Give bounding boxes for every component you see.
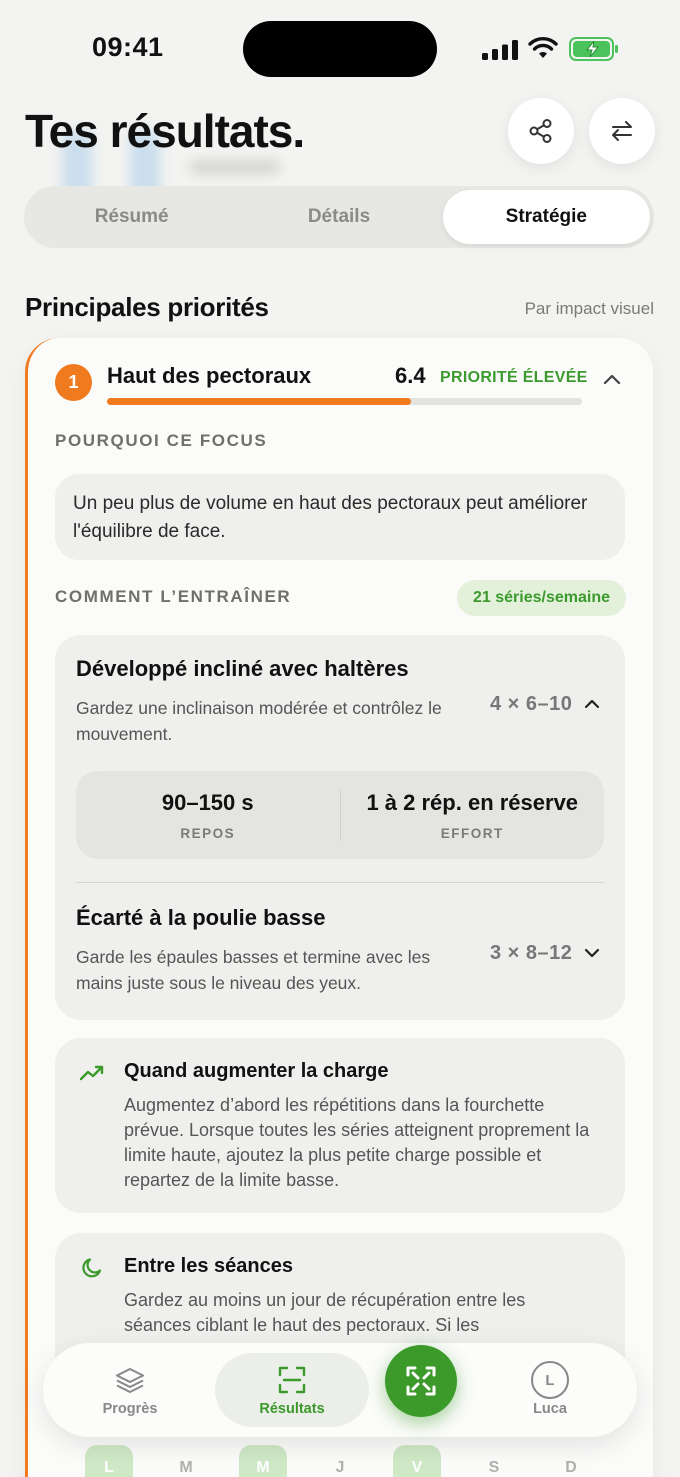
swap-arrows-icon [609, 118, 635, 144]
tip-title: Quand augmenter la charge [124, 1060, 389, 1082]
tab-strategy[interactable]: Stratégie [443, 190, 650, 244]
nav-label: Progrès [102, 1401, 158, 1417]
how-train-label: COMMENT L’ENTRAÎNER [55, 587, 292, 606]
chevron-up-icon[interactable] [584, 698, 600, 710]
compare-button[interactable] [589, 98, 655, 164]
exercise-scheme: 3 × 8–12 [490, 942, 573, 964]
nav-progress[interactable] [75, 1343, 185, 1437]
rest-stat [76, 771, 340, 859]
why-focus-text: Un peu plus de volume en haut des pectoraux peut améliorer l'équilibre de face. [55, 474, 625, 560]
wifi-icon [528, 36, 558, 60]
nav-profile[interactable] [495, 1343, 605, 1437]
priority-progress-fill [107, 398, 411, 405]
battery-charging-icon [569, 37, 619, 61]
page-title: Tes résultats. [25, 105, 305, 157]
rest-value: 90–150 s [161, 789, 254, 815]
exercise-scheme: 4 × 6–10 [490, 693, 573, 715]
rest-label: REPOS [180, 825, 236, 841]
priority-rank-badge: 1 [55, 364, 92, 401]
section-title: Principales priorités [25, 292, 269, 322]
scan-icon [276, 1364, 308, 1396]
nav-label: Luca [533, 1401, 567, 1417]
moon-icon [80, 1256, 104, 1280]
tip-text: Augmentez d’abord les répétitions dans la fourchette prévue. Lorsque toutes les séries atteignent proprement la limite haute, ajoutez la plus petite charge possible et repartez de la limite basse. [124, 1095, 590, 1190]
tab-details[interactable]: Détails [307, 206, 371, 227]
exercise-description: Gardez une inclinaison modérée et contrôlez le mouvement. [76, 698, 442, 744]
avatar-icon: L [531, 1361, 569, 1399]
day-tuesday[interactable]: M [179, 1459, 193, 1476]
layers-icon [114, 1364, 146, 1396]
chevron-down-icon[interactable] [584, 947, 600, 959]
collapse-chevron-up-icon[interactable] [602, 372, 622, 386]
blurred-background-content [190, 160, 280, 174]
trending-up-icon [79, 1064, 105, 1082]
weekly-sets-badge: 21 séries/semaine [457, 580, 626, 616]
tip-title: Entre les séances [124, 1255, 293, 1277]
new-scan-button[interactable] [385, 1345, 457, 1417]
exercise-divider [76, 882, 604, 883]
day-thursday[interactable]: J [335, 1459, 345, 1476]
day-wednesday[interactable]: M [239, 1445, 287, 1477]
why-focus-label: POURQUOI CE FOCUS [55, 431, 268, 450]
exercise-details [76, 771, 604, 859]
day-friday[interactable]: V [393, 1445, 441, 1477]
day-monday[interactable]: L [85, 1445, 133, 1477]
tab-resume[interactable]: Résumé [94, 206, 169, 227]
priority-name: Haut des pectoraux [107, 363, 312, 388]
exercise-description: Garde les épaules basses et termine avec les mains juste sous le niveau des yeux. [76, 947, 431, 993]
tip-text: Gardez au moins un jour de récupération entre les séances ciblant le haut des pectoraux. Si les [124, 1290, 526, 1335]
scan-expand-icon [404, 1364, 438, 1398]
priority-level: PRIORITÉ ÉLEVÉE [440, 369, 588, 386]
week-strip [85, 1445, 595, 1477]
effort-stat [341, 771, 605, 859]
effort-value: 1 à 2 rép. en réserve [366, 789, 579, 815]
nav-results[interactable] [237, 1343, 347, 1437]
priority-score: 6.4 [395, 363, 426, 388]
share-icon [528, 118, 554, 144]
nav-label: Résultats [259, 1401, 325, 1417]
effort-label: EFFORT [440, 825, 504, 841]
status-time: 09:41 [92, 32, 164, 62]
exercise-name[interactable]: Écarté à la poulie basse [76, 905, 326, 930]
cellular-signal-icon [482, 40, 518, 60]
sort-note: Par impact visuel [524, 299, 654, 318]
results-tabs [24, 186, 654, 248]
day-saturday[interactable]: S [488, 1459, 500, 1476]
day-sunday[interactable]: D [565, 1459, 577, 1476]
exercise-name[interactable]: Développé incliné avec haltères [76, 656, 409, 681]
share-button[interactable] [508, 98, 574, 164]
dynamic-island [243, 21, 437, 77]
